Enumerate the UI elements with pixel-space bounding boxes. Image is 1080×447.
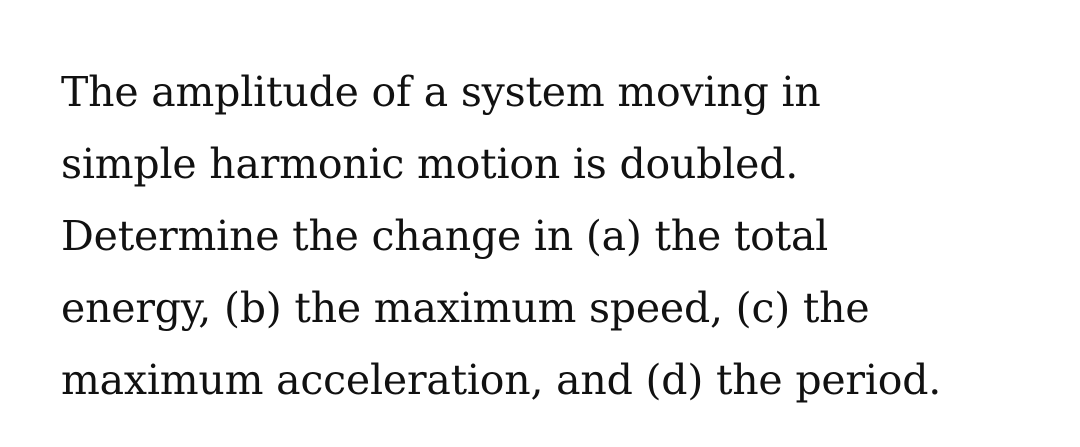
question-line: simple harmonic motion is doubled. xyxy=(61,140,799,188)
question-line: The amplitude of a system moving in xyxy=(61,68,821,116)
question-line: maximum acceleration, and (d) the period. xyxy=(61,356,942,404)
question-text xyxy=(61,56,1051,416)
question-line: energy, (b) the maximum speed, (c) the xyxy=(61,284,870,332)
question-line: Determine the change in (a) the total xyxy=(61,212,829,260)
